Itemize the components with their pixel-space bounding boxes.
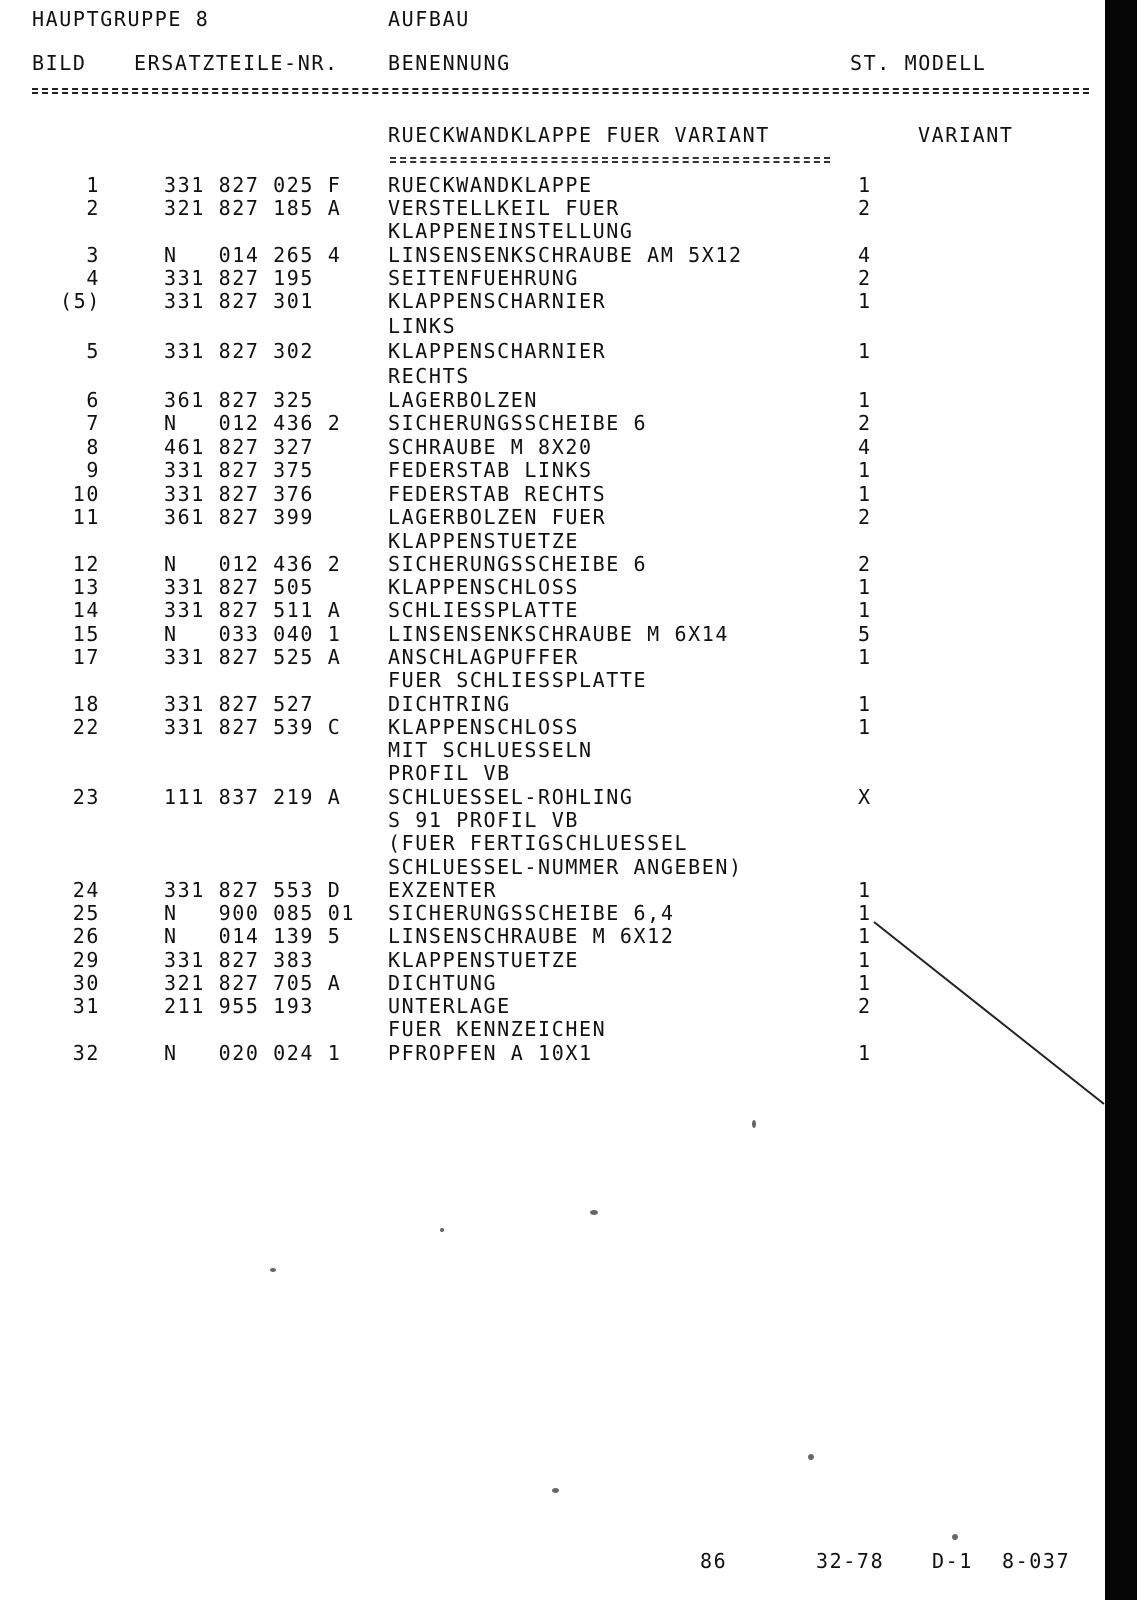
- part-number: 331 827 527: [164, 692, 315, 716]
- part-name: RUECKWANDKLAPPE: [388, 173, 593, 197]
- bild-number: 25: [72, 901, 100, 925]
- quantity: 2: [858, 196, 872, 220]
- table-row: [0, 669, 1100, 691]
- part-name: LINSENSENKSCHRAUBE M 6X14: [388, 622, 730, 646]
- part-name: DICHTUNG: [388, 971, 498, 995]
- table-row: [0, 995, 1100, 1017]
- table-row: [0, 832, 1100, 854]
- bild-number: 30: [72, 971, 100, 995]
- bild-number: 31: [72, 994, 100, 1018]
- header-double-rule: [32, 88, 1089, 90]
- part-number: N 014 265 4: [164, 243, 342, 267]
- bild-number: 29: [72, 948, 100, 972]
- table-row: [0, 267, 1100, 289]
- part-number: 111 837 219 A: [164, 785, 342, 809]
- bild-number: 9: [86, 458, 100, 482]
- part-name: (FUER FERTIGSCHLUESSEL: [388, 831, 689, 855]
- part-name: SICHERUNGSSCHEIBE 6,4: [388, 901, 675, 925]
- part-number: 331 827 025 F: [164, 173, 342, 197]
- part-number: 361 827 325: [164, 388, 315, 412]
- scan-speck: [552, 1488, 559, 1493]
- part-name: LAGERBOLZEN FUER: [388, 505, 607, 529]
- quantity: 1: [858, 173, 872, 197]
- column-header-benennung: BENENNUNG: [388, 51, 511, 75]
- bild-number: 10: [72, 482, 100, 506]
- part-number: 211 955 193: [164, 994, 315, 1018]
- quantity: 4: [858, 243, 872, 267]
- part-number: 331 827 383: [164, 948, 315, 972]
- quantity: 2: [858, 505, 872, 529]
- table-row: [0, 646, 1100, 668]
- bild-number: 15: [72, 622, 100, 646]
- part-name: SCHLUESSEL-ROHLING: [388, 785, 634, 809]
- part-name: SEITENFUEHRUNG: [388, 266, 579, 290]
- quantity: 2: [858, 552, 872, 576]
- scan-speck: [808, 1454, 814, 1460]
- bild-number: 12: [72, 552, 100, 576]
- part-number: 461 827 327: [164, 435, 315, 459]
- bild-number: 32: [72, 1041, 100, 1065]
- bild-number: 7: [86, 411, 100, 435]
- footer-year: 86: [700, 1549, 728, 1573]
- part-name: KLAPPENSCHLOSS: [388, 575, 579, 599]
- footer-code: 32-78: [816, 1549, 885, 1573]
- table-row: [0, 412, 1100, 434]
- table-row: [0, 197, 1100, 219]
- part-number: 331 827 539 C: [164, 715, 342, 739]
- scan-speck: [440, 1228, 444, 1232]
- table-row: [0, 220, 1100, 242]
- scan-speck: [270, 1268, 276, 1272]
- table-row: [0, 244, 1100, 266]
- part-name: MIT SCHLUESSELN: [388, 738, 593, 762]
- bild-number: (5): [60, 289, 101, 313]
- quantity: 1: [858, 388, 872, 412]
- table-row: [0, 365, 1100, 387]
- table-row: [0, 599, 1100, 621]
- part-number: 331 827 195: [164, 266, 315, 290]
- table-row: [0, 483, 1100, 505]
- bild-number: 11: [72, 505, 100, 529]
- part-name: FUER SCHLIESSPLATTE: [388, 668, 648, 692]
- table-row: [0, 949, 1100, 971]
- quantity: 5: [858, 622, 872, 646]
- bild-number: 1: [86, 173, 100, 197]
- scan-black-edge: [1105, 0, 1137, 1600]
- part-name: FEDERSTAB LINKS: [388, 458, 593, 482]
- part-name: PROFIL VB: [388, 761, 511, 785]
- part-name: ANSCHLAGPUFFER: [388, 645, 579, 669]
- table-row: [0, 436, 1100, 458]
- table-row: [0, 315, 1100, 337]
- bild-number: 3: [86, 243, 100, 267]
- quantity: 1: [858, 924, 872, 948]
- table-row: [0, 809, 1100, 831]
- section-title: AUFBAU: [388, 7, 470, 31]
- bild-number: 18: [72, 692, 100, 716]
- part-number: 331 827 525 A: [164, 645, 342, 669]
- part-number: 331 827 553 D: [164, 878, 342, 902]
- footer-page-number: 8-037: [1002, 1549, 1071, 1573]
- quantity: 1: [858, 948, 872, 972]
- bild-number: 14: [72, 598, 100, 622]
- part-name: LAGERBOLZEN: [388, 388, 539, 412]
- part-name: VERSTELLKEIL FUER: [388, 196, 620, 220]
- table-row: [0, 786, 1100, 808]
- part-name: KLAPPENSTUETZE: [388, 948, 579, 972]
- quantity: 1: [858, 339, 872, 363]
- part-name: UNTERLAGE: [388, 994, 511, 1018]
- part-name: FEDERSTAB RECHTS: [388, 482, 607, 506]
- bild-number: 22: [72, 715, 100, 739]
- part-name: LINSENSENKSCHRAUBE AM 5X12: [388, 243, 743, 267]
- bild-number: 24: [72, 878, 100, 902]
- table-row: [0, 762, 1100, 784]
- part-number: 331 827 301: [164, 289, 315, 313]
- part-number: N 033 040 1: [164, 622, 342, 646]
- part-name: EXZENTER: [388, 878, 498, 902]
- column-header-part-number: ERSATZTEILE-NR.: [134, 51, 339, 75]
- table-row: [0, 716, 1100, 738]
- table-row: [0, 530, 1100, 552]
- table-row: [0, 459, 1100, 481]
- bild-number: 23: [72, 785, 100, 809]
- bild-number: 6: [86, 388, 100, 412]
- bild-number: 2: [86, 196, 100, 220]
- table-row: [0, 972, 1100, 994]
- bild-number: 26: [72, 924, 100, 948]
- part-number: N 012 436 2: [164, 411, 342, 435]
- part-number: 321 827 185 A: [164, 196, 342, 220]
- quantity: 4: [858, 435, 872, 459]
- hauptgruppe-label: HAUPTGRUPPE 8: [32, 7, 210, 31]
- table-row: [0, 389, 1100, 411]
- quantity: 2: [858, 266, 872, 290]
- part-name: RECHTS: [388, 364, 470, 388]
- bild-number: 5: [86, 339, 100, 363]
- quantity: 1: [858, 598, 872, 622]
- part-number: N 900 085 01: [164, 901, 355, 925]
- part-name: SICHERUNGSSCHEIBE 6: [388, 552, 648, 576]
- quantity: 1: [858, 645, 872, 669]
- part-name: LINSENSCHRAUBE M 6X12: [388, 924, 675, 948]
- part-name: FUER KENNZEICHEN: [388, 1017, 607, 1041]
- table-row: [0, 576, 1100, 598]
- quantity: 2: [858, 994, 872, 1018]
- part-name: DICHTRING: [388, 692, 511, 716]
- part-number: N 012 436 2: [164, 552, 342, 576]
- part-name: KLAPPENSCHLOSS: [388, 715, 579, 739]
- group-model: VARIANT: [918, 123, 1014, 147]
- part-name: KLAPPENEINSTELLUNG: [388, 219, 634, 243]
- group-title: RUECKWANDKLAPPE FUER VARIANT: [388, 123, 770, 147]
- column-header-st-modell: ST. MODELL: [850, 51, 987, 75]
- table-row: [0, 290, 1100, 312]
- part-name: KLAPPENSTUETZE: [388, 529, 579, 553]
- part-number: 331 827 375: [164, 458, 315, 482]
- part-name: PFROPFEN A 10X1: [388, 1041, 593, 1065]
- quantity: X: [858, 785, 872, 809]
- quantity: 1: [858, 289, 872, 313]
- table-row: [0, 902, 1100, 924]
- table-row: [0, 879, 1100, 901]
- bild-number: 17: [72, 645, 100, 669]
- quantity: 1: [858, 878, 872, 902]
- table-row: [0, 693, 1100, 715]
- part-name: KLAPPENSCHARNIER: [388, 289, 607, 313]
- part-number: 331 827 505: [164, 575, 315, 599]
- table-row: [0, 174, 1100, 196]
- part-name: KLAPPENSCHARNIER: [388, 339, 607, 363]
- part-number: 331 827 511 A: [164, 598, 342, 622]
- quantity: 1: [858, 458, 872, 482]
- part-name: SICHERUNGSSCHEIBE 6: [388, 411, 648, 435]
- table-row: [0, 739, 1100, 761]
- table-row: [0, 856, 1100, 878]
- table-row: [0, 925, 1100, 947]
- quantity: 1: [858, 1041, 872, 1065]
- part-name: SCHLUESSEL-NUMMER ANGEBEN): [388, 855, 743, 879]
- bild-number: 4: [86, 266, 100, 290]
- group-title-underline: [390, 157, 830, 159]
- part-number: N 014 139 5: [164, 924, 342, 948]
- part-name: SCHRAUBE M 8X20: [388, 435, 593, 459]
- table-row: [0, 1018, 1100, 1040]
- table-row: [0, 623, 1100, 645]
- quantity: 1: [858, 971, 872, 995]
- part-name: SCHLIESSPLATTE: [388, 598, 579, 622]
- part-number: 331 827 376: [164, 482, 315, 506]
- part-name: S 91 PROFIL VB: [388, 808, 579, 832]
- bild-number: 8: [86, 435, 100, 459]
- part-name: LINKS: [388, 314, 457, 338]
- part-number: 321 827 705 A: [164, 971, 342, 995]
- quantity: 1: [858, 482, 872, 506]
- table-row: [0, 506, 1100, 528]
- scan-speck: [590, 1210, 598, 1215]
- quantity: 1: [858, 715, 872, 739]
- part-number: N 020 024 1: [164, 1041, 342, 1065]
- quantity: 2: [858, 411, 872, 435]
- footer-region: D-1: [932, 1549, 973, 1573]
- scan-speck: [952, 1534, 958, 1540]
- part-number: 361 827 399: [164, 505, 315, 529]
- part-number: 331 827 302: [164, 339, 315, 363]
- table-row: [0, 553, 1100, 575]
- quantity: 1: [858, 575, 872, 599]
- table-row: [0, 340, 1100, 362]
- quantity: 1: [858, 901, 872, 925]
- group-title-underline-lower: [390, 161, 830, 163]
- quantity: 1: [858, 692, 872, 716]
- bild-number: 13: [72, 575, 100, 599]
- column-header-bild: BILD: [32, 51, 87, 75]
- header-double-rule-lower: [32, 92, 1089, 94]
- scan-speck: [752, 1120, 756, 1128]
- table-row: [0, 1042, 1100, 1064]
